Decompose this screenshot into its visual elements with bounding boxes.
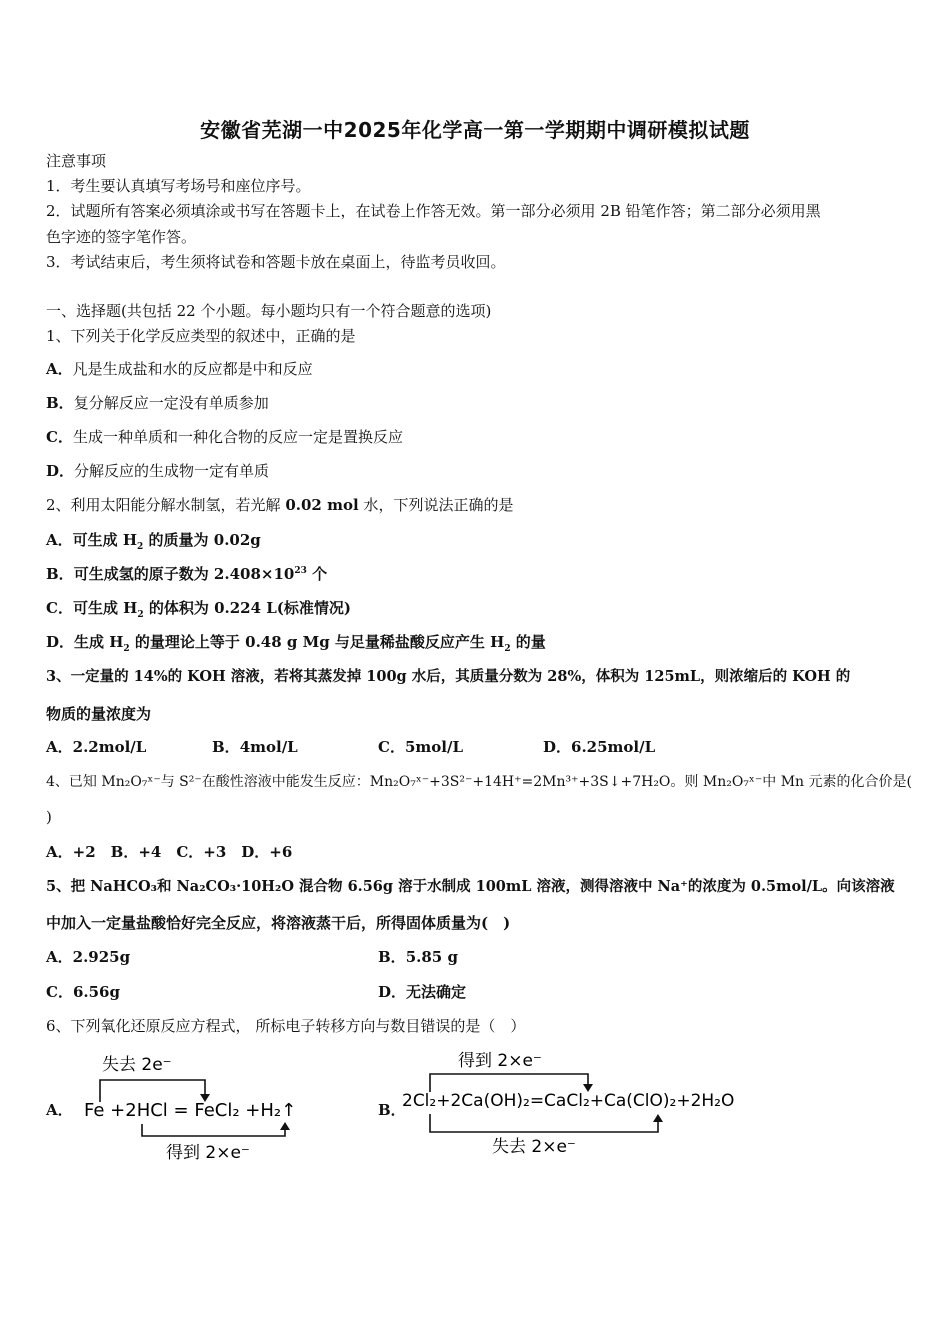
diagram-b-equation: 2Cl₂+2Ca(OH)₂=CaCl₂+Ca(ClO)₂+2H₂O bbox=[402, 1091, 735, 1111]
question-6-stem: 6、下列氧化还原反应方程式， 所标电子转移方向与数目错误的是（ ） bbox=[46, 1017, 526, 1035]
notice-item: 色字迹的签字笔作答。 bbox=[46, 228, 197, 246]
question-5-stem: 5、把 NaHCO₃和 Na₂CO₃·10H₂O 混合物 6.56g 溶于水制成 100mL 溶液，测得溶液中 Na⁺的浓度为 0.5mol/L。向该溶液 bbox=[46, 878, 895, 895]
question-5-option-b: B．5.85 g bbox=[378, 948, 458, 966]
notice-item: 1．考生要认真填写考场号和座位序号。 bbox=[46, 177, 311, 195]
question-2-option-a: A．可生成 $H_2$ 的质量为 0.02g bbox=[46, 531, 261, 552]
electron-transfer-diagram-b bbox=[400, 1044, 770, 1164]
diagram-b-top-label: 得到 2×e⁻ bbox=[458, 1051, 542, 1071]
question-3-option-d: D．6.25mol/L bbox=[543, 738, 656, 756]
question-4-stem: 4、已知 Mn₂O₇ˣ⁻与 S²⁻在酸性溶液中能发生反应：Mn₂O₇ˣ⁻+3S²⁻+14H⁺=2Mn³⁺+3S↓+7H₂O。则 Mn₂O₇ˣ⁻中 Mn 元素的化合价是( bbox=[46, 774, 912, 790]
notice-heading: 注意事项 bbox=[46, 152, 107, 170]
question-4-options: A．+2 B．+4 C．+3 D．+6 bbox=[46, 843, 293, 861]
notice-item: 3．考试结束后，考生须将试卷和答题卡放在桌面上，待监考员收回。 bbox=[46, 253, 506, 271]
diagram-a-top-label: 失去 2e⁻ bbox=[102, 1055, 172, 1075]
question-2-option-d: D．生成 $H_2$ 的量理论上等于 0.48 g Mg 与足量稀盐酸反应产生 $H_2$ 的量 bbox=[46, 633, 546, 654]
question-3-stem: 3、一定量的 14%的 KOH 溶液，若将其蒸发掉 100g 水后，其质量分数为 28%，体积为 125mL，则浓缩后的 KOH 的 bbox=[46, 668, 851, 685]
question-2-option-b: B．可生成氢的原子数为 $2.408\times 10^{23}$ 个 bbox=[46, 565, 328, 583]
question-1-option-a: A．凡是生成盐和水的反应都是中和反应 bbox=[46, 360, 313, 378]
question-4-stem-cont: ) bbox=[46, 808, 52, 826]
question-3-stem-cont: 物质的量浓度为 bbox=[46, 705, 152, 723]
question-2-option-c: C．可生成 $H_2$ 的体积为 0.224 L(标准情况) bbox=[46, 599, 352, 620]
diagram-a-bottom-label: 得到 2×e⁻ bbox=[166, 1143, 250, 1163]
page-title: 安徽省芜湖一中2025年化学高一第一学期期中调研模拟试题 bbox=[200, 118, 750, 142]
section-heading: 一、选择题(共包括 22 个小题。每小题均只有一个符合题意的选项) bbox=[46, 302, 492, 320]
question-6-option-b-label: B． bbox=[378, 1101, 406, 1119]
question-6-option-a-label: A． bbox=[46, 1101, 73, 1119]
question-1-stem: 1、下列关于化学反应类型的叙述中，正确的是 bbox=[46, 327, 356, 345]
diagram-a-equation: Fe +2HCl = FeCl₂ +H₂↑ bbox=[84, 1100, 297, 1121]
question-3-option-c: C．5mol/L bbox=[378, 738, 463, 756]
question-5-stem-cont: 中加入一定量盐酸恰好完全反应，将溶液蒸干后，所得固体质量为( ) bbox=[46, 914, 511, 932]
question-1-option-b: B．复分解反应一定没有单质参加 bbox=[46, 394, 269, 412]
diagram-b-bottom-label: 失去 2×e⁻ bbox=[492, 1137, 576, 1157]
question-5-option-d: D．无法确定 bbox=[378, 983, 467, 1001]
question-1-option-c: C．生成一种单质和一种化合物的反应一定是置换反应 bbox=[46, 428, 403, 446]
electron-transfer-diagram-a bbox=[80, 1044, 340, 1164]
question-5-option-c: C．6.56g bbox=[46, 983, 120, 1001]
question-5-option-a: A．2.925g bbox=[46, 948, 131, 966]
question-2-stem: 2、利用太阳能分解水制氢，若光解 0.02 mol 水，下列说法正确的是 bbox=[46, 496, 514, 514]
question-3-option-b: B．4mol/L bbox=[212, 738, 298, 756]
notice-item: 2．试题所有答案必须填涂或书写在答题卡上，在试卷上作答无效。第一部分必须用 2B 铅笔作答；第二部分必须用黑 bbox=[46, 202, 821, 220]
question-3-option-a: A．2.2mol/L bbox=[46, 738, 147, 756]
question-1-option-d: D．分解反应的生成物一定有单质 bbox=[46, 462, 270, 480]
